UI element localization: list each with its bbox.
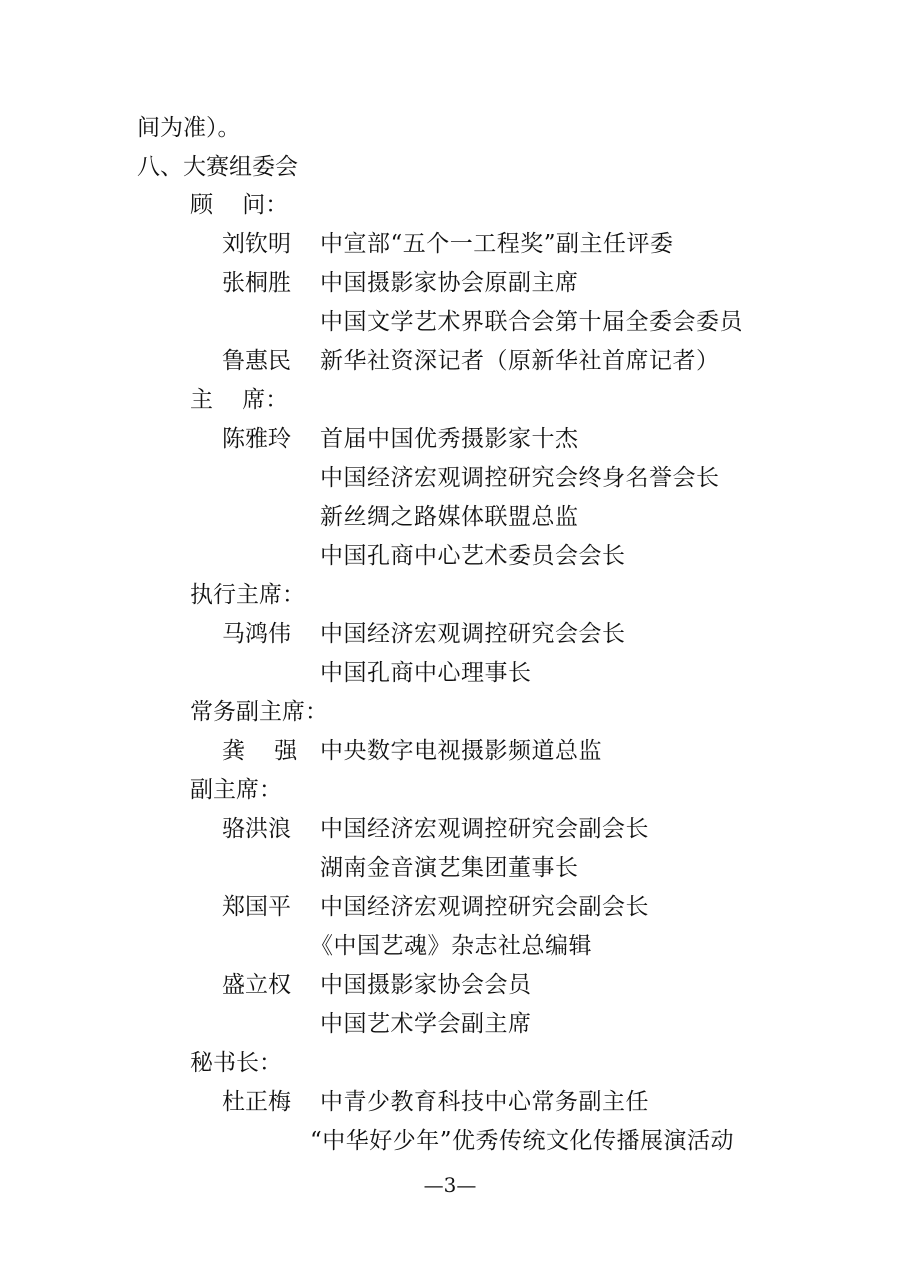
role-exec-chair: 执行主席： — [190, 582, 305, 608]
member-title: 中国摄影家协会原副主席 — [320, 270, 579, 296]
member-name: 陈雅玲 — [222, 426, 291, 452]
member-title: 中宣部“五个一工程奖”副主任评委 — [320, 231, 674, 257]
role-exec-vice-chair: 常务副主席： — [190, 699, 328, 725]
continuation-text: 间为准）。 — [137, 115, 241, 141]
role-secretary-general: 秘书长： — [190, 1050, 282, 1076]
member-name: 盛立权 — [222, 972, 291, 998]
member-title: 首届中国优秀摄影家十杰 — [320, 426, 579, 452]
member-title: 《中国艺魂》杂志社总编辑 — [310, 933, 592, 959]
member-name: 刘钦明 — [222, 231, 291, 257]
member-title: 中国经济宏观调控研究会副会长 — [320, 816, 649, 842]
member-name: 骆洪浪 — [222, 816, 291, 842]
member-name: 马鸿伟 — [222, 621, 291, 647]
member-name: 张桐胜 — [222, 270, 291, 296]
member-name: 郑国平 — [222, 894, 291, 920]
role-advisor: 顾 问： — [190, 192, 289, 218]
member-title: 中国经济宏观调控研究会副会长 — [320, 894, 649, 920]
member-title: 新丝绸之路媒体联盟总监 — [320, 504, 579, 530]
member-name: 鲁惠民 — [222, 348, 291, 374]
member-title: 中国经济宏观调控研究会终身名誉会长 — [320, 465, 720, 491]
member-title: 湖南金音演艺集团董事长 — [320, 855, 579, 881]
member-title: 中国艺术学会副主席 — [320, 1011, 532, 1037]
member-title: 新华社资深记者（原新华社首席记者） — [320, 348, 720, 374]
member-title: “中华好少年”优秀传统文化传播展演活动 — [310, 1128, 735, 1154]
member-title: 中国孔商中心理事长 — [320, 660, 532, 686]
member-title: 中国文学艺术界联合会第十届全委会委员 — [320, 309, 743, 335]
member-name: 龚 强 — [222, 738, 298, 764]
member-title: 中国孔商中心艺术委员会会长 — [320, 543, 626, 569]
member-title: 中国摄影家协会会员 — [320, 972, 532, 998]
role-chair: 主 席： — [190, 387, 289, 413]
member-title: 中央数字电视摄影频道总监 — [320, 738, 602, 764]
section-title: 八、大赛组委会 — [137, 154, 298, 180]
role-vice-chair: 副主席： — [190, 777, 282, 803]
member-title: 中国经济宏观调控研究会会长 — [320, 621, 626, 647]
member-name: 杜正梅 — [222, 1089, 291, 1115]
member-title: 中青少教育科技中心常务副主任 — [320, 1089, 649, 1115]
page-number: —3— — [423, 1173, 477, 1197]
